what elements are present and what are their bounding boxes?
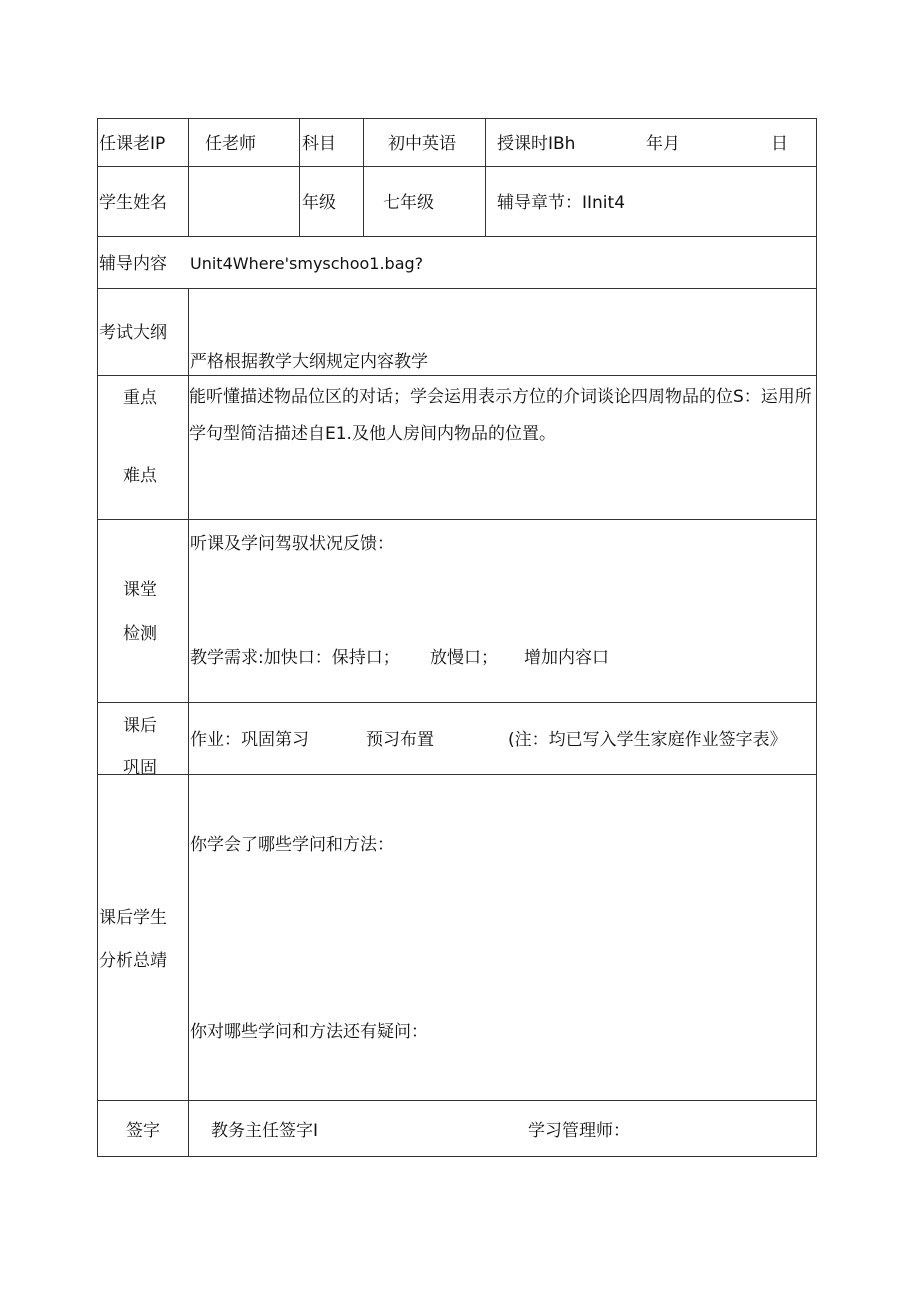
table-row-divider xyxy=(97,1100,817,1101)
subject-label: 科目 xyxy=(302,134,336,154)
table-row-divider xyxy=(97,774,817,775)
chapter-label: 辅导章节：IInit4 xyxy=(497,193,626,213)
learning-manager-signature: 学习管理师： xyxy=(528,1121,630,1141)
table-row-divider xyxy=(97,288,817,289)
consolidate-label: 巩固 xyxy=(123,758,157,774)
table-border-top xyxy=(97,118,817,119)
student-summary-label-1: 课后学生 xyxy=(99,908,167,928)
teaching-demand: 教学需求:加快口：保持口； xyxy=(190,648,400,668)
table-row-divider xyxy=(97,702,817,703)
table-border-bottom xyxy=(97,1156,817,1157)
add-content-option: 增加内容口 xyxy=(524,648,609,668)
table-border-right xyxy=(816,118,817,1157)
homework-note: (注：均已写入学生家庭作业签字表》 xyxy=(508,730,787,750)
table-row-divider xyxy=(97,375,817,376)
preview-text: 预习布置 xyxy=(366,730,434,750)
day-label: 日 xyxy=(771,134,788,154)
slow-down-option: 放慢口； xyxy=(430,648,498,668)
table-column-divider xyxy=(363,118,364,236)
year-month-label: 年月 xyxy=(646,134,680,154)
table-row-divider xyxy=(97,519,817,520)
classroom-label: 课堂 xyxy=(123,580,157,600)
table-row-divider xyxy=(97,166,817,167)
student-summary-label-2: 分析总靖 xyxy=(99,951,167,971)
feedback-prompt: 听课及学问驾驭状况反馈： xyxy=(190,534,394,554)
after-class-label: 课后 xyxy=(123,716,157,736)
exam-outline-label: 考试大纲 xyxy=(99,323,167,343)
learned-question: 你学会了哪些学问和方法： xyxy=(190,835,394,855)
content-label: 辅导内容 xyxy=(99,254,167,274)
teacher-label: 任课老IP xyxy=(99,134,166,154)
difficulty-label: 难点 xyxy=(123,466,157,486)
director-signature: 教务主任签字I xyxy=(211,1121,319,1141)
content-value: Unit4Where'smyschoo1.bag? xyxy=(190,254,424,273)
grade-value: 七年级 xyxy=(383,193,434,213)
table-column-divider xyxy=(299,118,300,236)
label-column-divider-top xyxy=(188,118,189,236)
homework-text: 作业：巩固第习 xyxy=(190,730,309,750)
check-label: 检测 xyxy=(123,624,157,644)
lesson-time-label: 授课时IBh xyxy=(497,134,576,154)
teacher-value: 任老师 xyxy=(205,134,256,154)
table-column-divider xyxy=(485,118,486,236)
key-difficulty-text: 能听懂描述物品位区的对话；学会运用表示方位的介词谈论四周物品的位S：运用所学句型简洁描述自E1.及他人房间内物品的位置。 xyxy=(189,387,812,444)
exam-outline-value: 严格根据教学大纲规定内容教学 xyxy=(190,352,428,372)
subject-value: 初中英语 xyxy=(388,134,456,154)
student-name-label: 学生姓名 xyxy=(99,193,167,213)
table-border-left xyxy=(97,118,98,1157)
signature-label: 签字 xyxy=(126,1121,160,1141)
grade-label: 年级 xyxy=(302,193,336,213)
table-column-divider xyxy=(97,118,98,119)
table-row-divider xyxy=(97,236,817,237)
doubt-question: 你对哪些学问和方法还有疑问： xyxy=(190,1022,428,1042)
key-point-label: 重点 xyxy=(123,388,157,408)
